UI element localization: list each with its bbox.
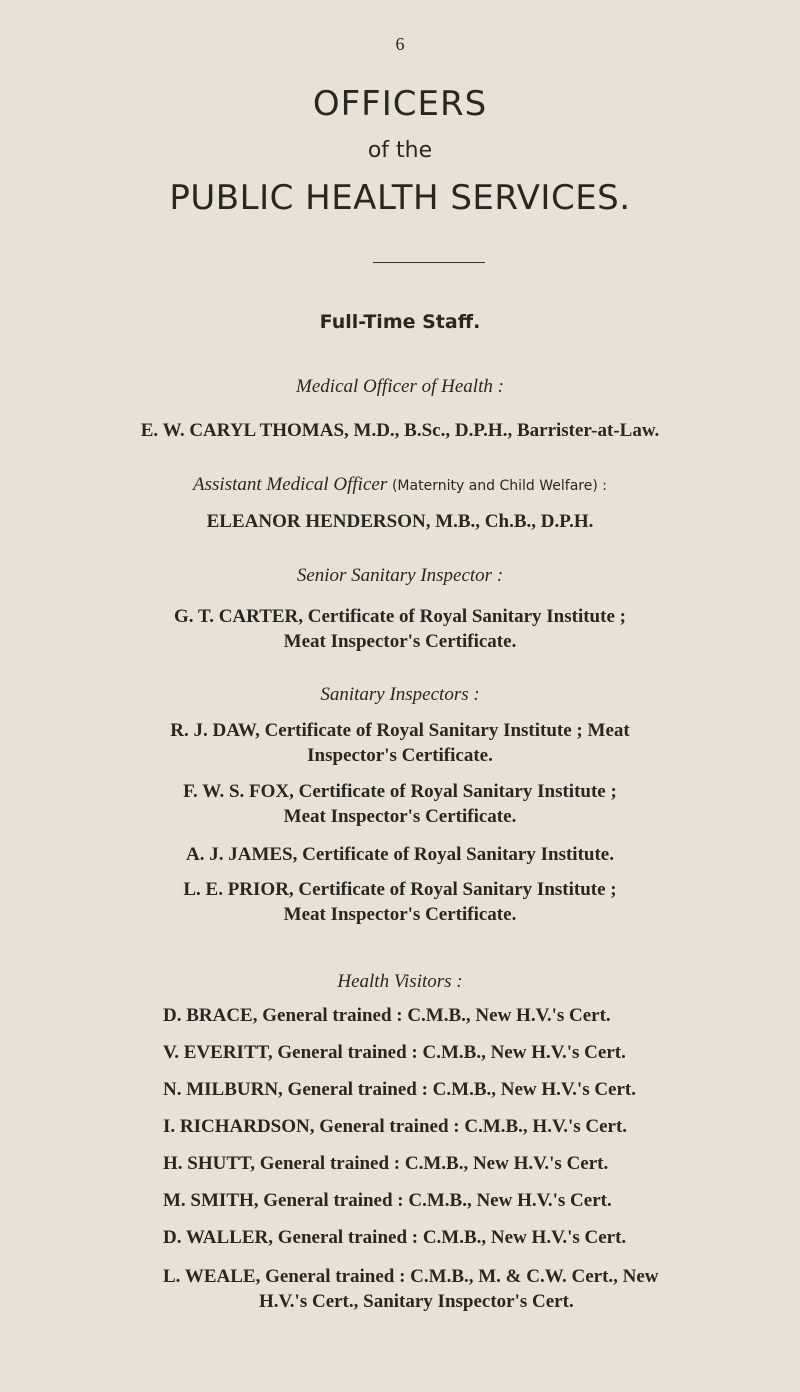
si-entry-line2: Meat Inspector's Certificate.	[283, 904, 517, 925]
ssi-name-line1: G. T. CARTER, Certificate of Royal Sanitary Institute ;	[174, 606, 626, 627]
si-entry	[0, 842, 800, 867]
hv-entry: N. MILBURN, General trained : C.M.B., New H.V.'s Cert.	[163, 1079, 637, 1100]
amo-role-line	[0, 474, 800, 496]
si-entry-line1: F. W. S. FOX, Certificate of Royal Sanitary Institute ;	[183, 781, 617, 802]
moh-name: E. W. CARYL THOMAS, M.D., B.Sc., D.P.H., Barrister-at-Law.	[140, 420, 660, 441]
si-entry	[0, 779, 800, 829]
section-heading: Full-Time Staff.	[319, 311, 481, 333]
moh-role: Medical Officer of Health :	[296, 376, 504, 397]
hv-entry-line1: L. WEALE, General trained : C.M.B., M. & C.W. Cert., New	[163, 1266, 659, 1287]
amo-role: Assistant Medical Officer	[193, 474, 388, 495]
si-entry-line1: A. J. JAMES, Certificate of Royal Sanitary Institute.	[186, 844, 614, 865]
hv-entry: D. BRACE, General trained : C.M.B., New H.V.'s Cert.	[163, 1005, 611, 1026]
si-role: Sanitary Inspectors :	[320, 684, 480, 705]
hv-role: Health Visitors :	[337, 971, 463, 992]
page-number: 6	[395, 34, 405, 54]
amo-name: ELEANOR HENDERSON, M.B., Ch.B., D.P.H.	[206, 511, 594, 532]
hv-entry	[163, 1264, 659, 1314]
si-entry-line2: Meat Inspector's Certificate.	[283, 806, 517, 827]
hv-entry: D. WALLER, General trained : C.M.B., New H.V.'s Cert.	[163, 1227, 627, 1248]
amo-role-note: (Maternity and Child Welfare) :	[391, 478, 607, 494]
si-entry-line2: Inspector's Certificate.	[307, 745, 493, 766]
hv-entry: V. EVERITT, General trained : C.M.B., New H.V.'s Cert.	[163, 1042, 626, 1063]
si-entry-line1: L. E. PRIOR, Certificate of Royal Sanitary Institute ;	[183, 879, 617, 900]
si-entry	[0, 877, 800, 927]
hv-entry: H. SHUTT, General trained : C.M.B., New H.V.'s Cert.	[163, 1153, 609, 1174]
page-title-officers: OFFICERS	[312, 84, 488, 124]
hv-entry: M. SMITH, General trained : C.M.B., New H.V.'s Cert.	[163, 1190, 612, 1211]
title-divider	[373, 262, 485, 263]
ssi-role: Senior Sanitary Inspector :	[296, 565, 504, 586]
page-title-public-health-services: PUBLIC HEALTH SERVICES.	[169, 178, 631, 218]
page-title-of-the: of the	[367, 138, 433, 163]
ssi-name-line2: Meat Inspector's Certificate.	[283, 631, 517, 652]
si-entry	[0, 718, 800, 768]
ssi-name	[0, 604, 800, 654]
hv-entry: I. RICHARDSON, General trained : C.M.B., H.V.'s Cert.	[163, 1116, 628, 1137]
si-entry-line1: R. J. DAW, Certificate of Royal Sanitary Institute ; Meat	[170, 720, 630, 741]
hv-entry-line2: H.V.'s Cert., Sanitary Inspector's Cert.	[259, 1291, 574, 1312]
